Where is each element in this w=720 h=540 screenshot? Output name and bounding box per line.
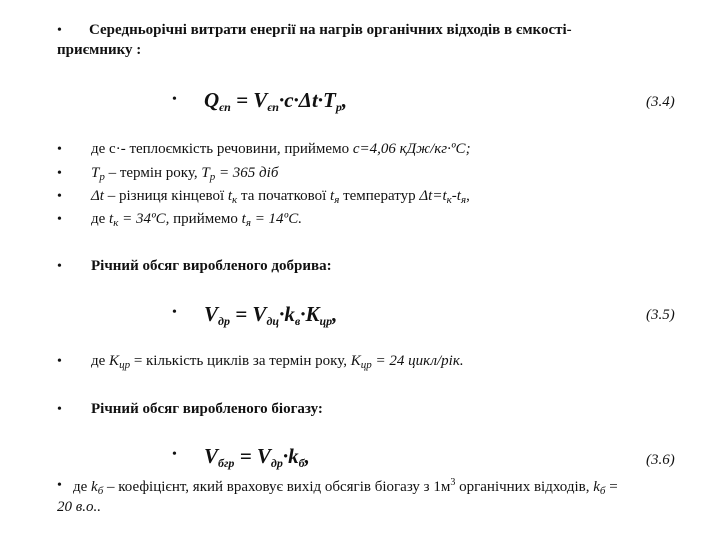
formula-text: V <box>204 444 219 468</box>
definition-line <box>91 141 471 158</box>
definition-subscript: к <box>232 194 238 206</box>
definition-text: де <box>73 479 92 495</box>
formula-subscript: дц <box>266 314 280 328</box>
definition-line <box>73 477 618 497</box>
definition-italic: Т <box>201 165 210 181</box>
definition-text: де <box>91 211 110 227</box>
definition-line <box>91 188 470 206</box>
definition-subscript: я <box>460 194 467 206</box>
bullet: • <box>57 354 62 369</box>
bullet: • <box>57 189 62 204</box>
definition-italic: k <box>91 479 98 495</box>
formula-subscript: p <box>335 100 342 114</box>
definition-line2: 20 в.о.. <box>57 499 102 515</box>
definition-subscript: цр <box>119 359 131 371</box>
formula-subscript: цр <box>319 314 333 328</box>
heading-fertilizer: Річний обсяг виробленого добрива: <box>91 258 332 274</box>
definition-subscript: к <box>113 217 119 229</box>
bullet: • <box>57 259 62 274</box>
definition-text: – термін року, <box>104 165 202 181</box>
bullet: • <box>57 142 62 157</box>
formula-text: ·c·Δt·T <box>278 88 336 112</box>
definition-italic: t <box>227 188 233 204</box>
definition-italic: t <box>241 211 246 227</box>
formula-text: , <box>332 302 338 326</box>
formula-subscript: др <box>218 314 230 328</box>
formula-text: = V <box>229 302 267 326</box>
formula-text: = V <box>230 88 268 112</box>
definition-text: , <box>466 188 470 204</box>
formula-3-6 <box>204 444 310 471</box>
formula-subscript: др <box>270 456 283 470</box>
definition-text: приймемо <box>169 211 242 227</box>
definition-subscript: б <box>599 485 606 497</box>
definition-italic: Т <box>91 165 100 181</box>
equation-number: (3.5) <box>646 307 675 323</box>
bullet: • <box>172 447 177 462</box>
definition-subscript: цр <box>360 359 372 371</box>
definition-italic: = 34ºС, <box>118 211 170 227</box>
definition-superscript: 3 <box>450 477 456 488</box>
bullet: • <box>57 478 62 493</box>
bullet: • <box>57 212 62 227</box>
definition-italic: K <box>350 353 361 369</box>
formula-subscript: бгр <box>218 456 235 470</box>
definition-italic: Δt=t <box>419 188 447 204</box>
formula-text: = V <box>234 444 271 468</box>
formula-subscript: єп <box>219 100 231 114</box>
definition-text: – коефіцієнт, який враховує вихід обсягів біогазу з 1м <box>103 479 451 495</box>
definition-subscript: р <box>99 171 105 183</box>
definition-line <box>91 353 464 371</box>
formula-3-5 <box>204 302 337 329</box>
bullet: • <box>57 402 62 417</box>
formula-text: , <box>341 88 348 112</box>
formula-text: V <box>204 302 219 326</box>
definition-italic: = 365 діб <box>215 165 279 181</box>
formula-subscript: єп <box>267 100 279 114</box>
definition-italic: -t <box>451 188 461 204</box>
equation-number: (3.4) <box>646 94 675 110</box>
formula-subscript: в <box>294 314 301 328</box>
heading-line2: приємнику : <box>57 42 142 58</box>
definition-italic: k <box>593 479 600 495</box>
heading-biogas: Річний обсяг виробленого біогазу: <box>91 401 323 417</box>
definition-italic: c=4,06 кДж/кг·ºС; <box>352 141 471 157</box>
definition-text: = кількість циклів за термін року, <box>130 353 351 369</box>
equation-number: (3.6) <box>646 452 675 468</box>
definition-italic: Δt <box>91 188 104 204</box>
definition-italic: K <box>109 353 120 369</box>
definition-italic: t <box>330 188 335 204</box>
definition-text: де с·- теплоємкість речовини, приймемо <box>91 141 353 157</box>
definition-text: = <box>605 479 618 495</box>
definition-italic: = 14ºС. <box>250 211 302 227</box>
definition-text: – різниця кінцевої <box>103 188 228 204</box>
definition-text: температур <box>339 188 420 204</box>
definition-italic: = 24 цикл/рік. <box>371 353 464 369</box>
definition-subscript: я <box>334 194 340 206</box>
formula-text: ·k <box>279 302 295 326</box>
definition-subscript: р <box>209 171 216 183</box>
definition-text: де <box>91 353 110 369</box>
formula-text: Q <box>204 88 220 112</box>
definition-line <box>91 211 302 229</box>
definition-subscript: я <box>245 217 251 229</box>
formula-subscript: б <box>298 456 305 470</box>
bullet: • <box>172 305 177 320</box>
bullet: • <box>172 92 177 107</box>
formula-text: ·k <box>282 444 299 468</box>
definition-text: органічних відходів, <box>455 479 594 495</box>
bullet: • <box>57 23 62 38</box>
definition-text: та початкової <box>237 188 331 204</box>
formula-3-4 <box>204 88 347 115</box>
definition-subscript: б <box>97 485 104 497</box>
definition-italic: t <box>109 211 114 227</box>
bullet: • <box>57 166 62 181</box>
heading-line1: Середньорічні витрати енергії на нагрів органічних відходів в ємкості- <box>89 22 572 38</box>
formula-text: ·K <box>300 302 320 326</box>
definition-subscript: к <box>446 194 452 206</box>
formula-text: , <box>304 444 310 468</box>
definition-line <box>91 165 278 183</box>
